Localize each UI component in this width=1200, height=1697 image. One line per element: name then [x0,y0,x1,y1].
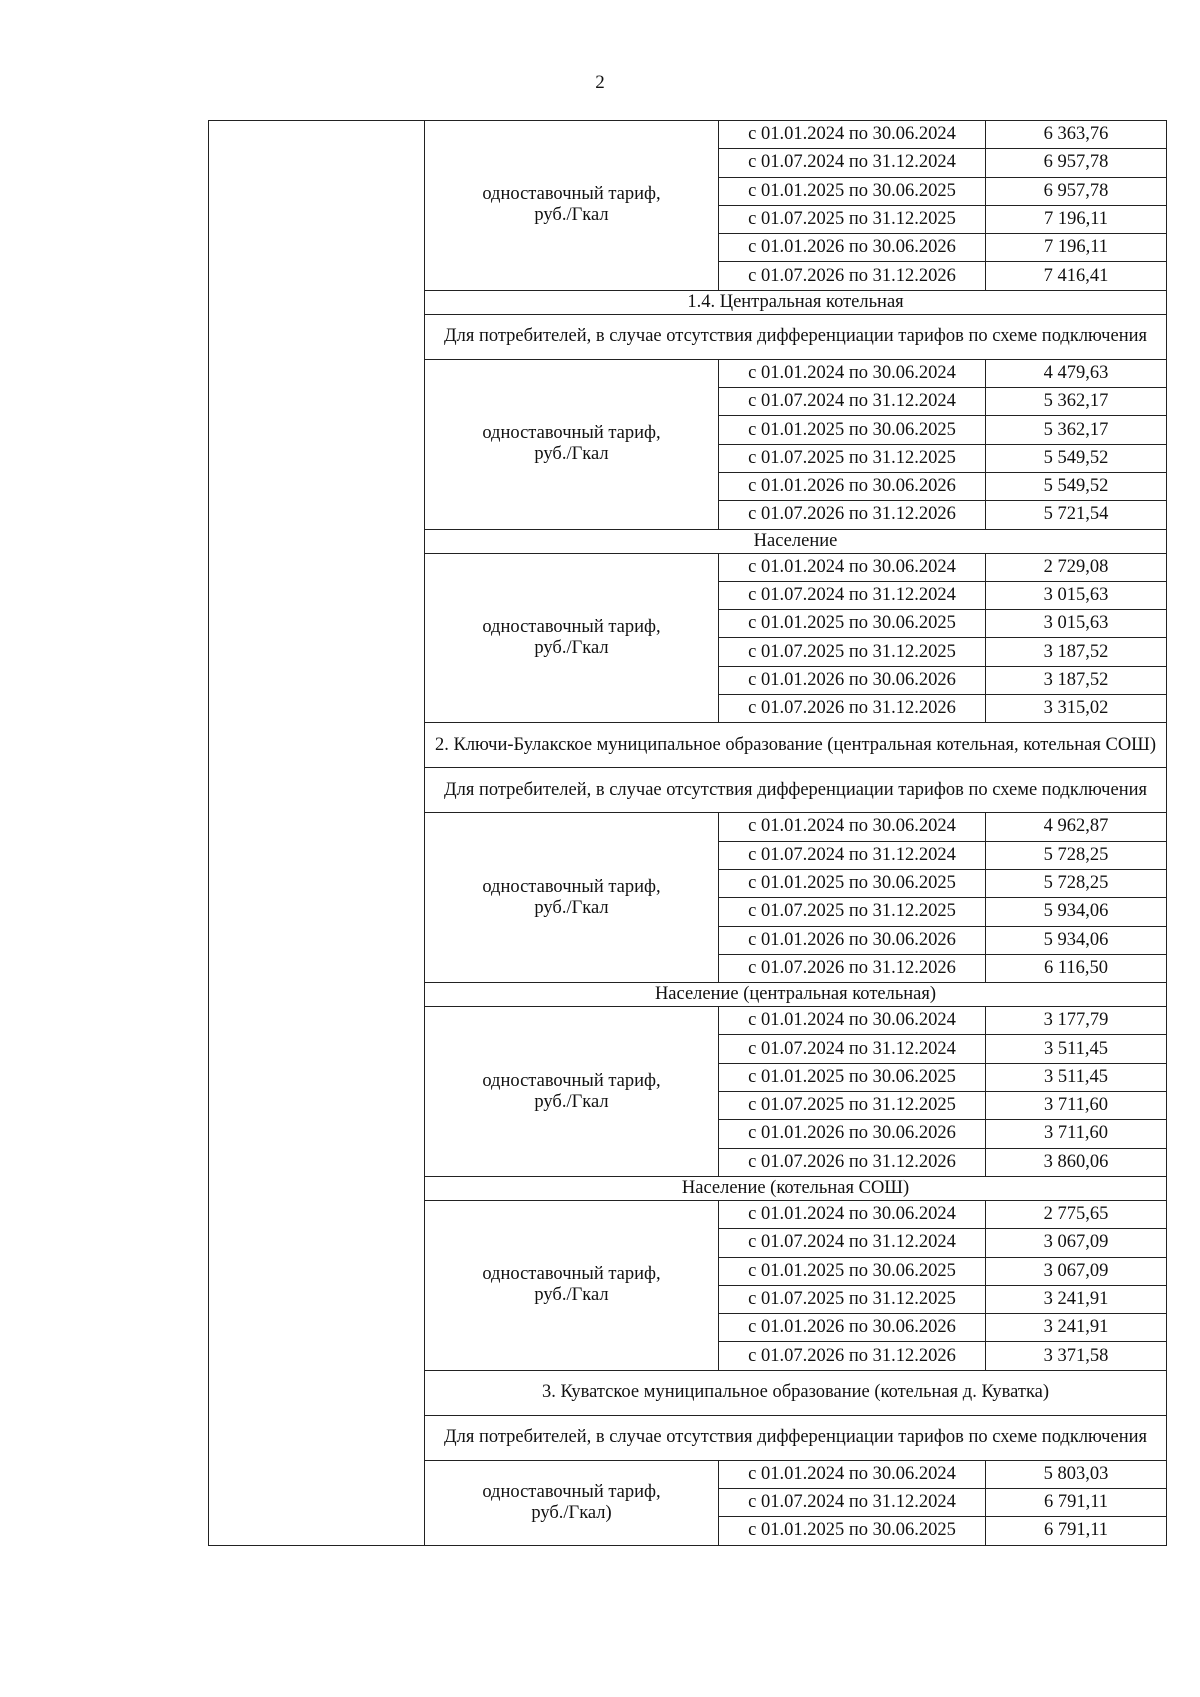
tariff-period: с 01.01.2025 по 30.06.2025 [719,1517,986,1545]
tariff-value: 3 177,79 [986,1007,1167,1035]
tariff-period: с 01.01.2024 по 30.06.2024 [719,121,986,149]
consumer-group-label: Для потребителей, в случае отсутствия дифференциации тарифов по схеме подключения [425,314,1167,359]
tariff-value: 6 957,78 [986,149,1167,177]
tariff-period: с 01.07.2025 по 31.12.2025 [719,638,986,666]
tariff-period: с 01.07.2026 по 31.12.2026 [719,1148,986,1176]
tariff-value: 3 511,45 [986,1035,1167,1063]
tariff-value: 5 549,52 [986,472,1167,500]
tariff-value: 3 711,60 [986,1092,1167,1120]
tariff-value: 3 241,91 [986,1285,1167,1313]
tariff-period: с 01.07.2025 по 31.12.2025 [719,205,986,233]
tariff-table [208,120,1167,1546]
tariff-value: 5 934,06 [986,898,1167,926]
tariff-period: с 01.01.2026 по 30.06.2026 [719,1120,986,1148]
tariff-value: 6 791,11 [986,1517,1167,1545]
tariff-period: с 01.07.2026 по 31.12.2026 [719,262,986,290]
page-number: 2 [595,72,605,93]
tariff-period: с 01.07.2024 по 31.12.2024 [719,1229,986,1257]
tariff-value: 7 416,41 [986,262,1167,290]
tariff-period: с 01.07.2026 по 31.12.2026 [719,695,986,723]
tariff-type: одноставочный тариф, руб./Гкал [425,121,719,291]
section-header: 1.4. Центральная котельная [425,290,1167,314]
tariff-period: с 01.07.2024 по 31.12.2024 [719,841,986,869]
tariff-value: 6 791,11 [986,1488,1167,1516]
tariff-value: 7 196,11 [986,234,1167,262]
tariff-value: 3 187,52 [986,666,1167,694]
section-header: 2. Ключи-Булакское муниципальное образование (центральная котельная, котельная СОШ) [425,723,1167,768]
tariff-period: с 01.01.2025 по 30.06.2025 [719,416,986,444]
tariff-value: 3 241,91 [986,1314,1167,1342]
tariff-value: 4 479,63 [986,359,1167,387]
tariff-period: с 01.01.2024 по 30.06.2024 [719,553,986,581]
tariff-value: 3 511,45 [986,1063,1167,1091]
tariff-period: с 01.07.2025 по 31.12.2025 [719,1092,986,1120]
consumer-group-label: Для потребителей, в случае отсутствия дифференциации тарифов по схеме подключения [425,768,1167,813]
tariff-period: с 01.01.2024 по 30.06.2024 [719,1007,986,1035]
tariff-period: с 01.07.2024 по 31.12.2024 [719,1035,986,1063]
tariff-value: 5 728,25 [986,841,1167,869]
tariff-value: 5 362,17 [986,388,1167,416]
tariff-value: 2 775,65 [986,1200,1167,1228]
tariff-type: одноставочный тариф, руб./Гкал [425,359,719,529]
tariff-period: с 01.01.2026 по 30.06.2026 [719,234,986,262]
tariff-period: с 01.07.2026 по 31.12.2026 [719,501,986,529]
section-header: 3. Куватское муниципальное образование (котельная д. Куватка) [425,1370,1167,1415]
tariff-value: 3 711,60 [986,1120,1167,1148]
tariff-period: с 01.01.2024 по 30.06.2024 [719,1460,986,1488]
tariff-type: одноставочный тариф, руб./Гкал [425,1007,719,1177]
tariff-value: 5 549,52 [986,444,1167,472]
tariff-period: с 01.01.2025 по 30.06.2025 [719,869,986,897]
tariff-value: 3 015,63 [986,581,1167,609]
tariff-period: с 01.01.2024 по 30.06.2024 [719,359,986,387]
tariff-type: одноставочный тариф, руб./Гкал) [425,1460,719,1545]
tariff-period: с 01.07.2026 по 31.12.2026 [719,954,986,982]
tariff-period: с 01.07.2024 по 31.12.2024 [719,149,986,177]
tariff-period: с 01.07.2025 по 31.12.2025 [719,1285,986,1313]
tariff-value: 7 196,11 [986,205,1167,233]
left-column-blank [209,121,425,1546]
tariff-value: 5 362,17 [986,416,1167,444]
tariff-period: с 01.01.2025 по 30.06.2025 [719,610,986,638]
tariff-period: с 01.01.2026 по 30.06.2026 [719,472,986,500]
section-header: Население (котельная СОШ) [425,1176,1167,1200]
tariff-value: 5 721,54 [986,501,1167,529]
tariff-period: с 01.07.2025 по 31.12.2025 [719,898,986,926]
tariff-period: с 01.07.2026 по 31.12.2026 [719,1342,986,1370]
tariff-period: с 01.07.2025 по 31.12.2025 [719,444,986,472]
tariff-value: 5 728,25 [986,869,1167,897]
tariff-period: с 01.01.2025 по 30.06.2025 [719,1257,986,1285]
tariff-period: с 01.07.2024 по 31.12.2024 [719,388,986,416]
tariff-type: одноставочный тариф, руб./Гкал [425,813,719,983]
tariff-period: с 01.07.2024 по 31.12.2024 [719,581,986,609]
tariff-value: 6 957,78 [986,177,1167,205]
tariff-value: 5 803,03 [986,1460,1167,1488]
tariff-period: с 01.01.2026 по 30.06.2026 [719,1314,986,1342]
tariff-period: с 01.01.2024 по 30.06.2024 [719,1200,986,1228]
tariff-period: с 01.01.2024 по 30.06.2024 [719,813,986,841]
tariff-period: с 01.07.2024 по 31.12.2024 [719,1488,986,1516]
tariff-type: одноставочный тариф, руб./Гкал [425,1200,719,1370]
section-header: Население (центральная котельная) [425,983,1167,1007]
tariff-value: 3 015,63 [986,610,1167,638]
tariff-value: 6 116,50 [986,954,1167,982]
tariff-value: 5 934,06 [986,926,1167,954]
tariff-value: 3 371,58 [986,1342,1167,1370]
tariff-value: 4 962,87 [986,813,1167,841]
consumer-group-label: Для потребителей, в случае отсутствия дифференциации тарифов по схеме подключения [425,1415,1167,1460]
tariff-period: с 01.01.2025 по 30.06.2025 [719,1063,986,1091]
tariff-row [209,121,1167,149]
tariff-value: 3 315,02 [986,695,1167,723]
tariff-value: 2 729,08 [986,553,1167,581]
section-header: Население [425,529,1167,553]
tariff-value: 6 363,76 [986,121,1167,149]
tariff-type: одноставочный тариф, руб./Гкал [425,553,719,723]
tariff-period: с 01.01.2026 по 30.06.2026 [719,666,986,694]
tariff-period: с 01.01.2026 по 30.06.2026 [719,926,986,954]
tariff-value: 3 067,09 [986,1229,1167,1257]
tariff-value: 3 860,06 [986,1148,1167,1176]
tariff-value: 3 187,52 [986,638,1167,666]
tariff-period: с 01.01.2025 по 30.06.2025 [719,177,986,205]
tariff-value: 3 067,09 [986,1257,1167,1285]
